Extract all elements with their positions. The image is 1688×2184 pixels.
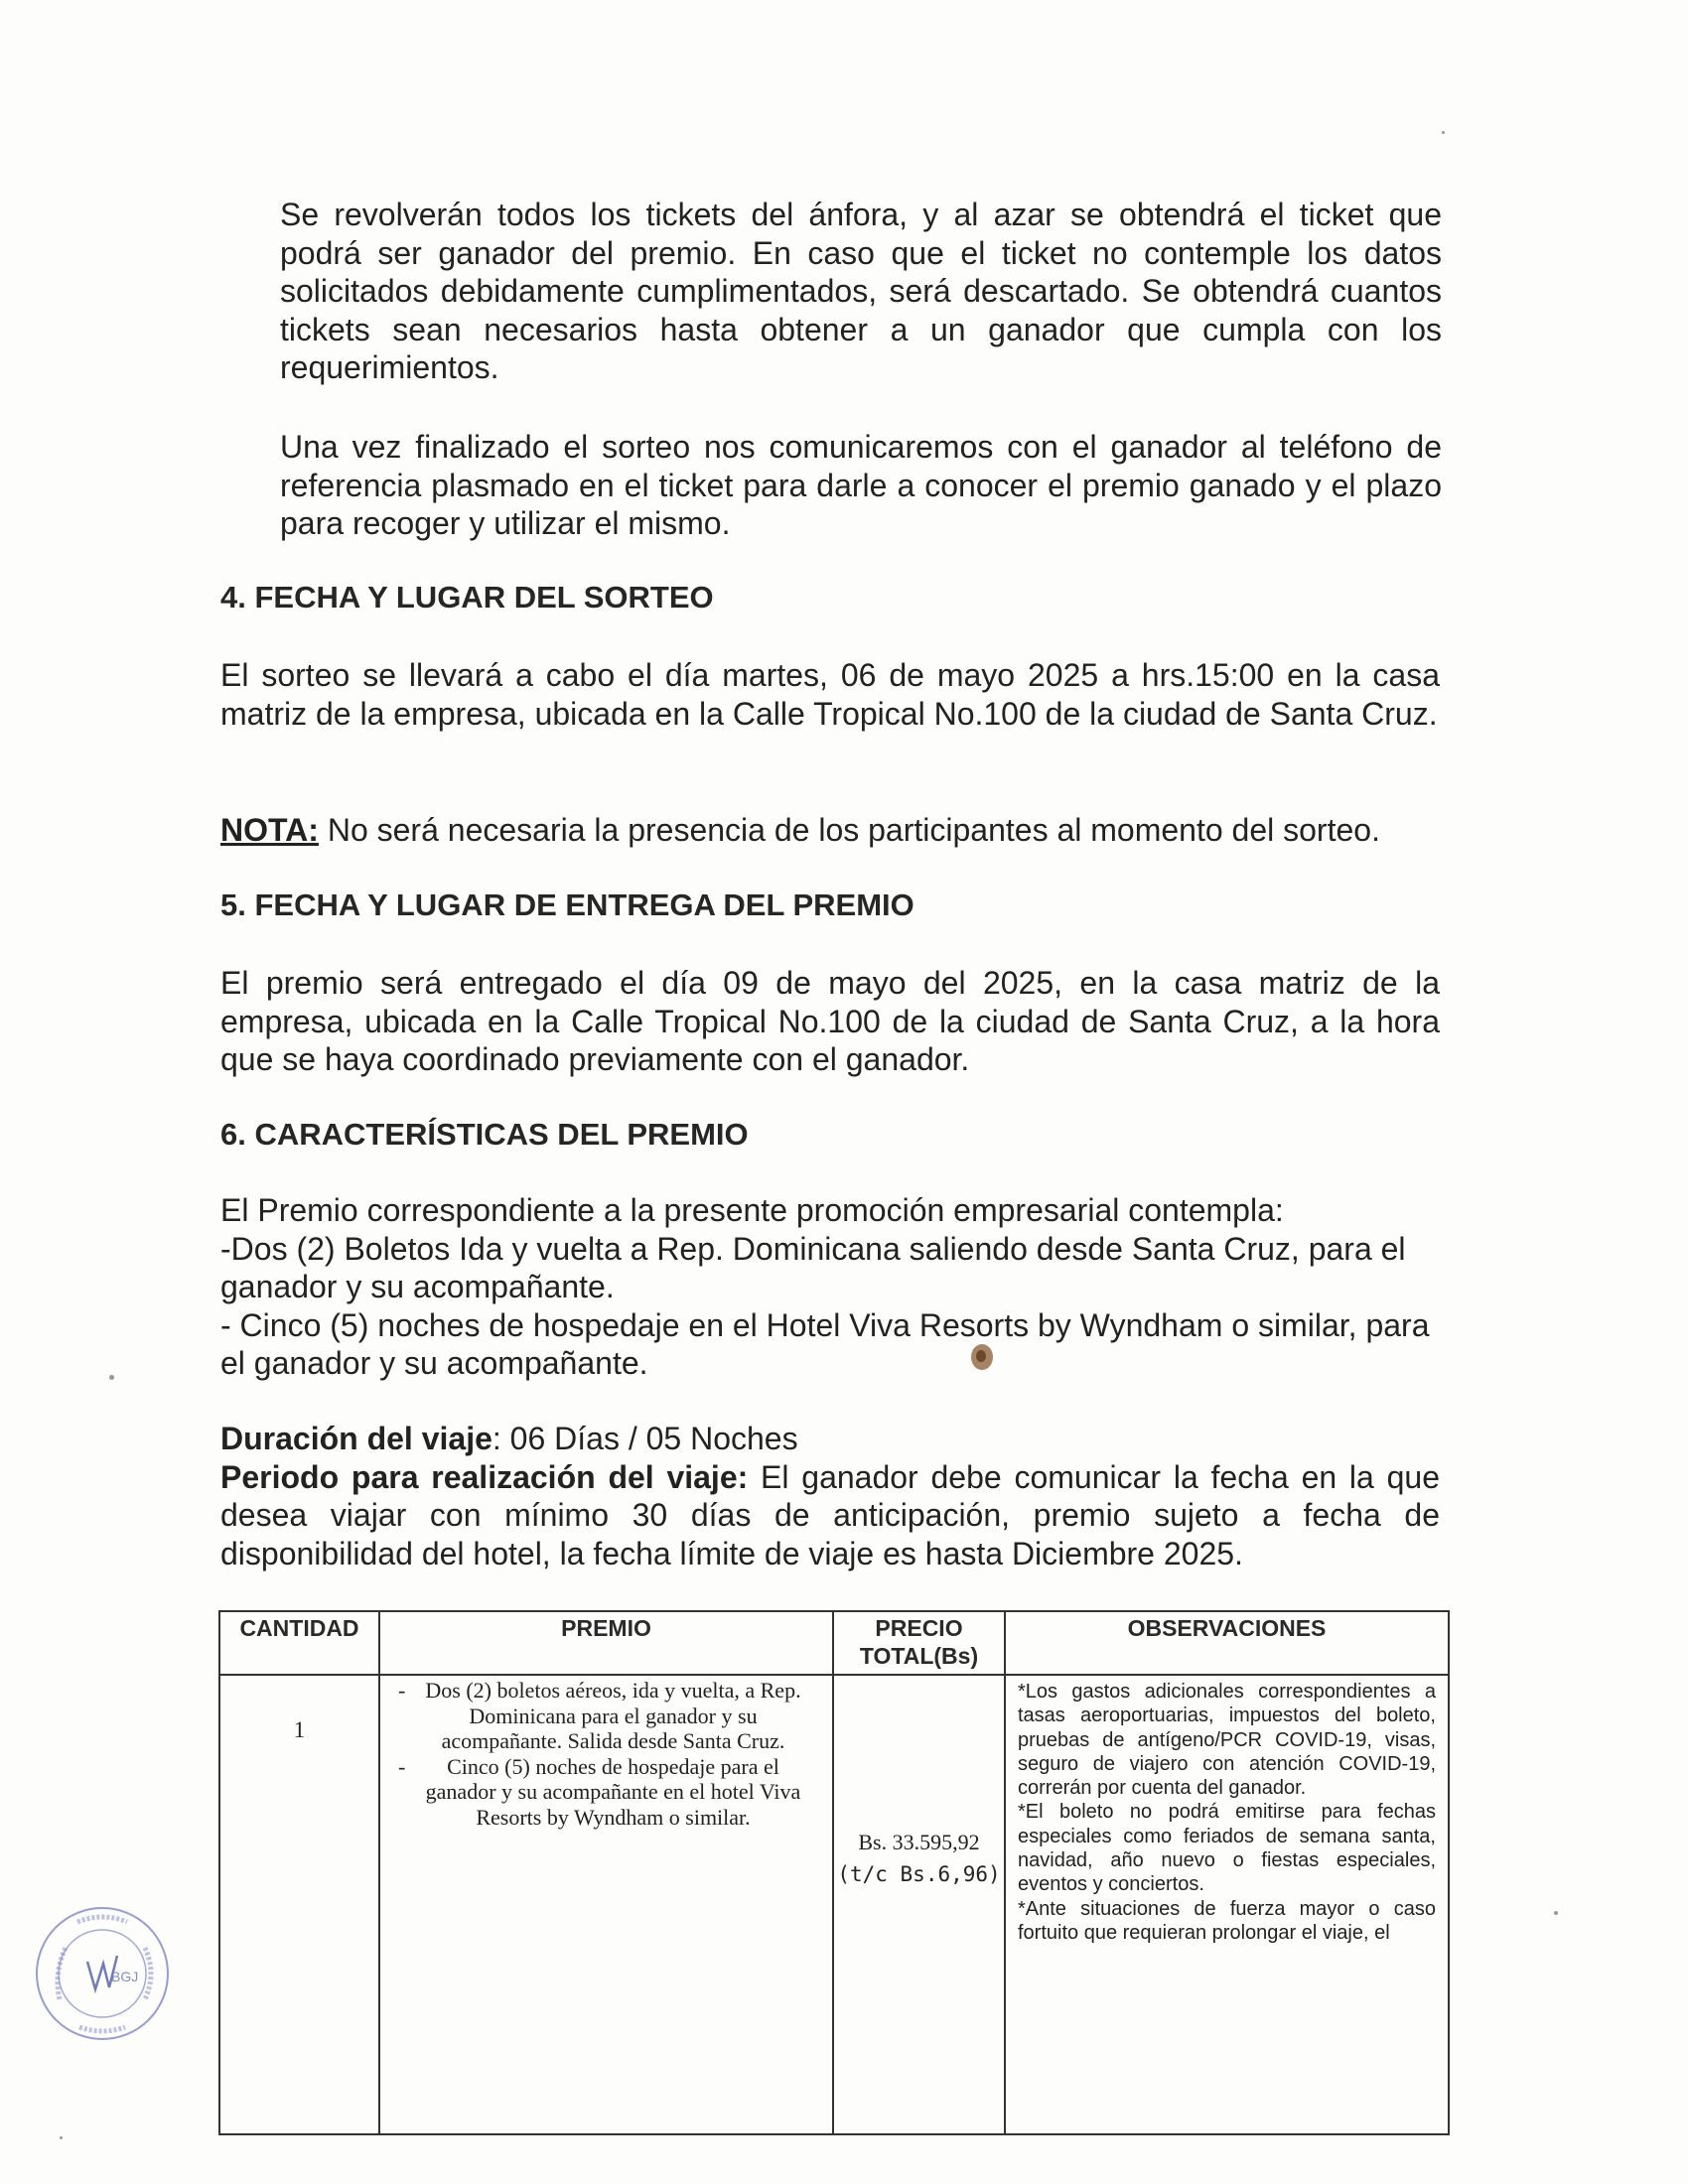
cell-total-price	[833, 1675, 1005, 2134]
header-prize: PREMIO	[379, 1611, 833, 1675]
prize-description-flights: -Dos (2) Boletos Ida y vuelta a Rep. Dominicana saliendo desde Santa Cruz, para el ganador y su acompañante.	[220, 1230, 1406, 1304]
intro-paragraph-draw-procedure: Se revolverán todos los tickets del ánfora, y al azar se obtendrá el ticket que podrá ser ganador del premio. En caso que el ticket no contemple los datos solicitados debidamente cumplimentados, será descartado. Se obtendrá cuantos tickets sean necesarios hasta obtener a un ganador que cumpla con los requerimientos.	[280, 197, 1442, 385]
prize-table-header-row	[219, 1611, 1449, 1675]
official-stamp	[30, 1904, 175, 2043]
observation-special-dates: *El boleto no podrá emitirse para fechas especiales como feriados de semana santa, navidad, año nuevo o fiestas especiales, eventos y conciertos.	[1018, 1801, 1436, 1896]
cell-observations	[1005, 1675, 1449, 2134]
exchange-rate: (t/c Bs.6,96)	[837, 1862, 1001, 1886]
paper-speck	[109, 1375, 114, 1380]
table-row	[219, 1675, 1449, 2134]
stamp-initials: BGJ	[111, 1969, 139, 1984]
observation-force-majeure: *Ante situaciones de fuerza mayor o caso fortuito que requieran prolongar el viaje, el	[1018, 1897, 1436, 1944]
section-5-heading: 5. FECHA Y LUGAR DE ENTREGA DEL PREMIO	[220, 887, 914, 922]
prize-description-hotel: - Cinco (5) noches de hospedaje en el Hotel Viva Resorts by Wyndham o similar, para el ganador y su acompañante.	[220, 1306, 1430, 1381]
trip-period-label: Periodo para realización del viaje:	[220, 1458, 749, 1495]
trip-period	[220, 1458, 1440, 1573]
header-price-line-1: PRECIO	[875, 1615, 963, 1641]
trip-duration-label: Duración del viaje	[220, 1421, 492, 1456]
ink-stain	[967, 1340, 997, 1374]
cell-quantity: 1	[219, 1675, 379, 2134]
prize-table	[218, 1610, 1450, 2135]
prize-description-intro: El Premio correspondiente a la presente promoción empresarial contempla:	[220, 1192, 1284, 1228]
section-6-prize-description	[220, 1191, 1440, 1383]
paper-speck	[60, 2136, 63, 2139]
note-label: NOTA:	[220, 812, 319, 848]
header-observations: OBSERVACIONES	[1005, 1611, 1449, 1675]
trip-duration	[220, 1420, 1440, 1458]
price-amount: Bs. 33.595,92	[858, 1830, 980, 1854]
section-5-body: El premio será entregado el día 09 de mayo del 2025, en la casa matriz de la empresa, ubicada en la Calle Tropical No.100 de la ciudad de Santa Cruz, a la hora que se haya coordinado previamente con el ganador.	[220, 965, 1440, 1077]
header-price-line-2: TOTAL(Bs)	[859, 1643, 979, 1669]
prize-item-flights: Dos (2) boletos aéreos, ida y vuelta, a Rep. Dominicana para el ganador y su acompañante. Salida desde Santa Cruz.	[425, 1678, 801, 1753]
header-total-price	[833, 1611, 1005, 1675]
paper-speck	[1554, 1911, 1558, 1915]
observation-additional-costs: *Los gastos adicionales correspondientes a tasas aeroportuarias, impuestos del boleto, pruebas de antígeno/PCR COVID-19, visas, seguro de viajero con atención COVID-19, correrán por cuenta del ganador.	[1018, 1681, 1436, 1800]
trip-period-value: El ganador debe comunicar la fecha en la que desea viajar con mínimo 30 días de anticipación, premio sujeto a fecha de disponibilidad del hotel, la fecha límite de viaje es hasta Diciembre 2025.	[220, 1458, 1441, 1571]
prize-item-hotel: Cinco (5) noches de hospedaje para el ganador y su acompañante en el hotel Viva Resorts by Wyndham o similar.	[425, 1753, 801, 1830]
trip-duration-value: : 06 Días / 05 Noches	[492, 1421, 798, 1456]
paper-speck	[1442, 131, 1445, 134]
header-quantity: CANTIDAD	[219, 1611, 379, 1675]
intro-paragraph-winner-contact: Una vez finalizado el sorteo nos comunicaremos con el ganador al teléfono de referencia plasmado en el ticket para darle a conocer el premio ganado y el plazo para recoger y utilizar el mismo.	[280, 429, 1442, 541]
list-item: - Cinco (5) noches de hospedaje para el ganador y su acompañante en el hotel Viva Resorts by Wyndham o similar.	[398, 1753, 801, 1830]
section-6-heading: 6. CARACTERÍSTICAS DEL PREMIO	[220, 1117, 749, 1152]
list-item: - Dos (2) boletos aéreos, ida y vuelta, a Rep. Dominicana para el ganador y su acompañante. Salida desde Santa Cruz.	[398, 1678, 801, 1753]
note-text: No será necesaria la presencia de los participantes al momento del sorteo.	[318, 812, 1380, 848]
prize-item-list	[390, 1678, 810, 1830]
cell-prize	[379, 1675, 833, 2134]
section-4-heading: 4. FECHA Y LUGAR DEL SORTEO	[220, 580, 714, 614]
section-6-trip-details	[220, 1420, 1440, 1572]
section-4-note	[220, 811, 1440, 850]
section-4-body: El sorteo se llevará a cabo el día martes, 06 de mayo 2025 a hrs.15:00 en la casa matriz de la empresa, ubicada en la Calle Tropical No.100 de la ciudad de Santa Cruz.	[220, 657, 1440, 732]
